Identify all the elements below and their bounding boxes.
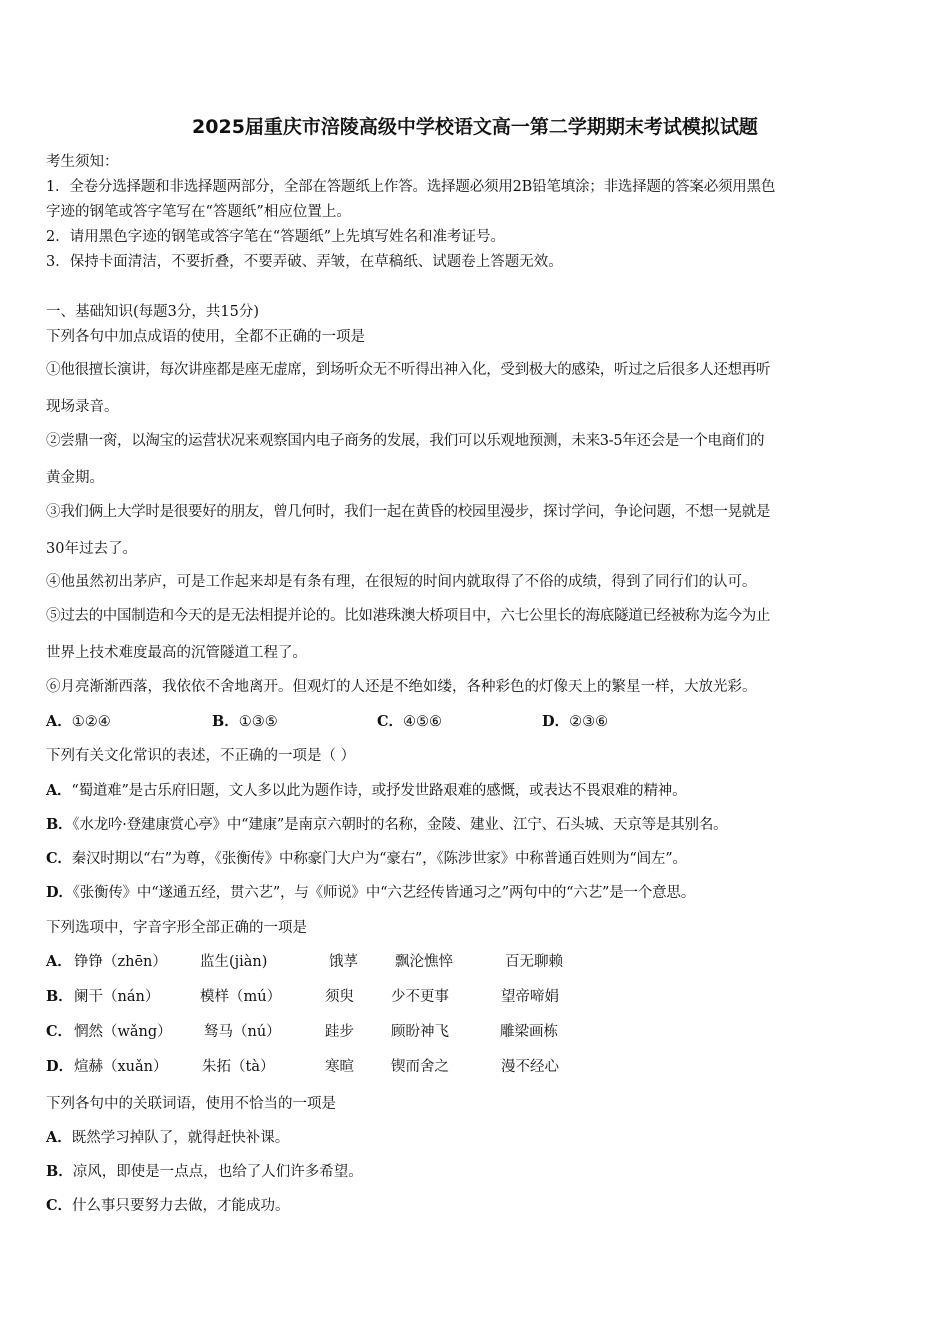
q3-option-d[interactable] (46, 1057, 646, 1077)
option-word: 锲而舍之 (391, 1059, 449, 1075)
option-label: D． (46, 1058, 74, 1075)
notice-item: 字迹的钢笔或答字笔写在“答题纸”相应位置上。 (46, 204, 351, 220)
question-stem: 下列选项中，字音字形全部正确的一项是 (46, 920, 307, 936)
option-text: 《张衡传》中“遂通五经，贯六艺”，与《师说》中“六艺经传皆通习之”两句中的“六艺”是一个意思。 (72, 885, 696, 901)
option-word: 漫不经心 (501, 1059, 559, 1075)
option-label: D． (542, 713, 570, 730)
notice-item: 3．保持卡面清洁，不要折叠，不要弄破、弄皱，在草稿纸、试题卷上答题无效。 (46, 254, 563, 270)
option-word: 须臾 (325, 989, 354, 1005)
option-word: 模样（mú） (200, 989, 282, 1005)
option-label: C． (377, 713, 404, 730)
notice-item: 1．全卷分选择题和非选择题两部分，全部在答题纸上作答。选择题必须用2B铅笔填涂；非选择题的答案必须用黑色 (46, 179, 776, 195)
option-text: ①③⑤ (238, 714, 278, 730)
option-word: 飘沦憔悴 (395, 954, 453, 970)
q3-option-c[interactable] (46, 1022, 646, 1042)
option-word: 望帝啼娟 (501, 989, 559, 1005)
option-label: C． (46, 1197, 73, 1214)
q3-option-b[interactable] (46, 987, 646, 1007)
option-word: 阑干（nán） (74, 989, 160, 1005)
option-label: C． (46, 1023, 73, 1040)
option-word: 饿莩 (329, 954, 358, 970)
q1-sentence: ⑥月亮渐渐西落，我依依不舍地离开。但观灯的人还是不绝如缕，各种彩色的灯像天上的繁星一样，大放光彩。 (46, 679, 757, 695)
option-text: ①②④ (71, 714, 111, 730)
option-text: ④⑤⑥ (403, 714, 443, 730)
notice-heading: 考生须知： (46, 154, 119, 170)
q1-sentence: ⑤过去的中国制造和今天的是无法相提并论的。比如港珠澳大桥项目中，六七公里长的海底隧道已经被称为迄今为止 (46, 608, 771, 624)
option-label: B． (212, 713, 239, 730)
option-label: A． (46, 782, 72, 799)
page-title: 2025届重庆市涪陵高级中学校语文高一第二学期期末考试模拟试题 (192, 116, 758, 138)
q3-option-a[interactable] (46, 952, 646, 972)
q1-option-c[interactable] (377, 712, 442, 732)
q1-option-b[interactable] (212, 712, 278, 732)
q2-option-b[interactable] (46, 815, 727, 835)
q1-sentence: ③我们俩上大学时是很要好的朋友，曾几何时，我们一起在黄昏的校园里漫步，探讨学问，争论问题，不想一晃就是 (46, 504, 771, 520)
q1-sentence: 30年过去了。 (46, 541, 137, 557)
question-stem: 下列有关文化常识的表述，不正确的一项是（ ） (46, 748, 356, 764)
section-heading: 一、基础知识(每题3分，共15分) (46, 304, 259, 320)
option-label: A． (46, 713, 72, 730)
option-word: 雕梁画栋 (500, 1024, 558, 1040)
option-word: 顾盼神飞 (391, 1024, 449, 1040)
option-text: “蜀道难”是古乐府旧题，文人多以此为题作诗，或抒发世路艰难的感慨，或表达不畏艰难的精神。 (71, 783, 687, 799)
q4-option-a[interactable] (46, 1128, 289, 1148)
q2-option-a[interactable] (46, 781, 686, 801)
q2-option-c[interactable] (46, 849, 687, 869)
q1-sentence: 现场录音。 (46, 399, 119, 415)
q1-sentence: 黄金期。 (46, 470, 104, 486)
q2-option-d[interactable] (46, 883, 695, 903)
option-text: 凉风，即使是一点点，也给了人们许多希望。 (72, 1164, 363, 1180)
q1-sentence: ②尝鼎一脔，以淘宝的运营状况来观察国内电子商务的发展，我们可以乐观地预测，未来3-5年还会是一个电商们的 (46, 433, 765, 449)
q1-sentence: ①他很擅长演讲，每次讲座都是座无虚席，到场听众无不听得出神入化，受到极大的感染，听过之后很多人还想再听 (46, 362, 771, 378)
option-text: 什么事只要努力去做，才能成功。 (72, 1198, 290, 1214)
option-word: 监生(jiàn) (200, 954, 268, 970)
option-text: ②③⑥ (569, 714, 609, 730)
option-text: 《水龙吟·登建康赏心亭》中“建康”是南京六朝时的名称，金陵、建业、江宁、石头城、天京等是其别名。 (72, 817, 728, 833)
notice-item: 2．请用黑色字迹的钢笔或答字笔在“答题纸”上先填写姓名和准考证号。 (46, 229, 506, 245)
option-word: 跬步 (325, 1024, 354, 1040)
option-word: 煊赫（xuǎn） (74, 1059, 168, 1075)
q1-sentence: 世界上技术难度最高的沉管隧道工程了。 (46, 645, 307, 661)
option-label: B． (46, 816, 73, 833)
question-stem: 下列各句中的关联词语，使用不恰当的一项是 (46, 1096, 336, 1112)
q1-option-a[interactable] (46, 712, 111, 732)
option-label: D． (46, 884, 73, 901)
option-word: 铮铮（zhēn） (74, 954, 167, 970)
option-text: 既然学习掉队了，就得赶快补课。 (71, 1130, 290, 1146)
option-word: 少不更事 (391, 989, 449, 1005)
option-label: B． (46, 988, 73, 1005)
option-text: 秦汉时期以“右”为尊，《张衡传》中称豪门大户为“豪右”，《陈涉世家》中称普通百姓则为“闾左”。 (71, 851, 687, 867)
option-word: 百无聊赖 (505, 954, 563, 970)
q1-sentence: ④他虽然初出茅庐，可是工作起来却是有条有理，在很短的时间内就取得了不俗的成绩，得到了同行们的认可。 (46, 574, 757, 590)
option-word: 朱拓（tà） (202, 1059, 275, 1075)
option-word: 寒暄 (325, 1059, 354, 1075)
option-word: 惘然（wǎng） (74, 1024, 172, 1040)
option-label: A． (46, 953, 72, 970)
option-label: C． (46, 850, 72, 867)
q4-option-b[interactable] (46, 1162, 363, 1182)
q4-option-c[interactable] (46, 1196, 290, 1216)
option-word: 驽马（nú） (204, 1024, 281, 1040)
question-stem: 下列各句中加点成语的使用，全都不正确的一项是 (46, 329, 365, 345)
option-label: A． (46, 1129, 72, 1146)
option-label: B． (46, 1163, 73, 1180)
q1-option-d[interactable] (542, 712, 608, 732)
